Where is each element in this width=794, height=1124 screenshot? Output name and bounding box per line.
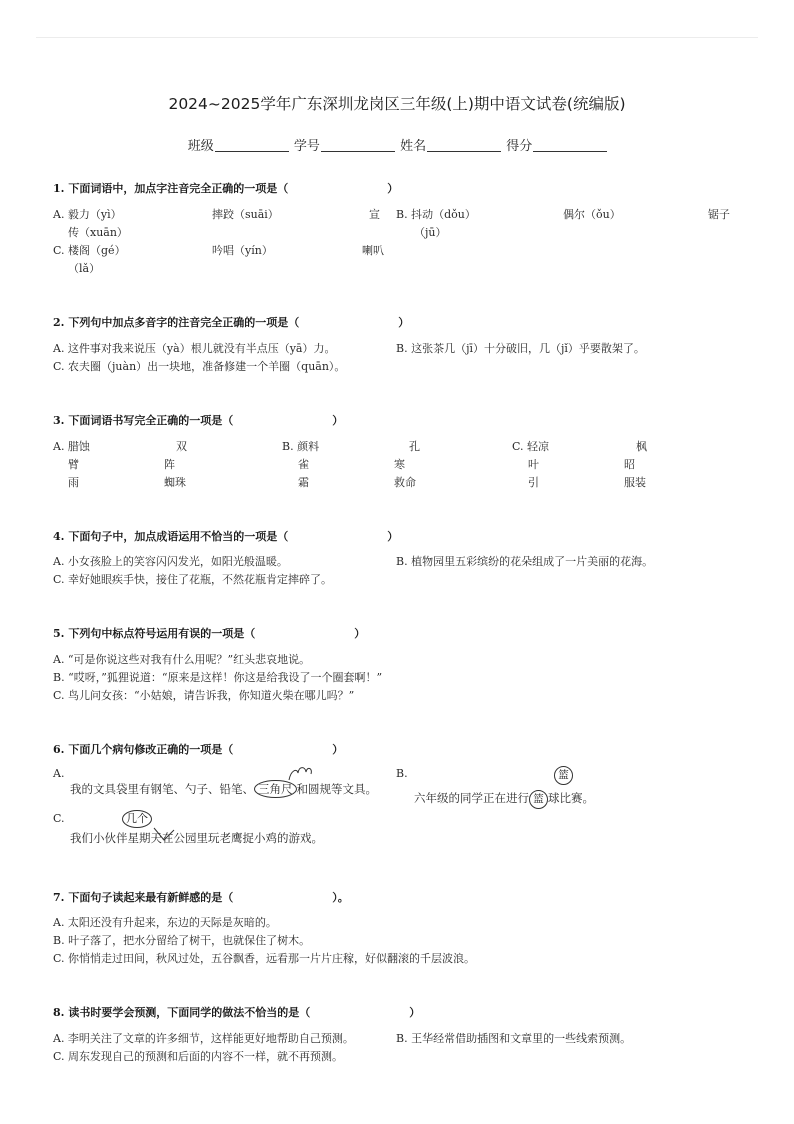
name-blank	[427, 137, 501, 152]
q3-option-a-word3: 臂	[68, 458, 79, 471]
page-title: 2024~2025学年广东深圳龙岗区三年级(上)期中语文试卷(统编版)	[168, 95, 626, 113]
number-blank	[321, 137, 395, 152]
q3-option-b-word4: 寒	[394, 458, 405, 471]
q8-option-c: C. 周东发现自己的预测和后面的内容不一样，就不再预测。	[53, 1050, 344, 1063]
q6-option-c-sentence	[70, 830, 323, 846]
q1-option-c-part2: 吟唱（yín）	[212, 244, 273, 257]
q1-option-c-part1: C. 楼阁（gé）	[53, 244, 126, 257]
q7-option-b: B. 叶子落了，把水分留给了树干，也就保住了树木。	[53, 934, 311, 947]
q7-option-a: A. 太阳还没有升起来，东边的天际是灰暗的。	[53, 916, 277, 929]
q3-option-c-word1: C. 轻凉	[512, 440, 550, 453]
question-3-stem: 3. 下面词语书写完全正确的一项是（ ）	[53, 414, 344, 427]
q1-option-b-part3: 锯子	[708, 208, 730, 221]
q3-option-c-word4: 昭	[624, 458, 635, 471]
q6-option-c-insert-word: 几个	[122, 810, 152, 828]
q7-option-c: C. 你悄悄走过田间，秋风过处，五谷飘香，远看那一片片庄稼，好似翻滚的千层波浪。	[53, 952, 476, 965]
q3-option-c-word3: 叶	[528, 458, 539, 471]
q1-option-c-part4: （lǎ）	[68, 262, 101, 275]
top-divider	[36, 37, 758, 38]
q1-option-a-part3: 宣	[369, 208, 380, 221]
question-2-stem: 2. 下列句中加点多音字的注音完全正确的一项是（ ）	[53, 316, 410, 329]
q1-option-b-part2: 偶尔（ǒu）	[563, 208, 621, 221]
question-1-stem: 1. 下面词语中，加点字注音完全正确的一项是（ ）	[53, 182, 399, 195]
q3-option-b-word1: B. 颜料	[282, 440, 320, 453]
q5-option-c: C. 鸟儿问女孩：“小姑娘，请告诉我，你知道火柴在哪儿吗？”	[53, 689, 355, 702]
q3-option-a-word5: 雨	[68, 476, 79, 489]
q6-option-b-sentence	[414, 790, 594, 809]
q3-option-a-word2: 双	[176, 440, 187, 453]
q6-option-c-label: C.	[53, 812, 65, 825]
q6-option-a-text: 我的文具袋里有钢笔、勺子、铅笔、	[70, 782, 254, 796]
question-5-stem: 5. 下列句中标点符号运用有误的一项是（ ）	[53, 627, 366, 640]
q8-option-a: A. 李明关注了文章的许多细节，这样能更好地帮助自己预测。	[53, 1032, 354, 1045]
student-info-line	[0, 135, 794, 154]
q1-option-b-part4: （jū）	[414, 226, 447, 239]
q6-option-a-circled-word: 三角尺	[254, 780, 297, 798]
class-label: 班级	[187, 139, 214, 154]
q3-option-c-word2: 枫	[636, 440, 647, 453]
q1-option-c-part3: 喇叭	[362, 244, 384, 257]
q1-option-a-part1: A. 毅力（yì）	[53, 208, 122, 221]
q5-option-b: B. “哎呀，”狐狸说道：“原来是这样！你这是给我设了一个圈套啊！”	[53, 671, 383, 684]
question-6-stem: 6. 下面几个病句修改正确的一项是（ ）	[53, 743, 344, 756]
q6-option-b-label: B.	[396, 767, 408, 780]
q6-option-a-tail: 和圆规等文具。	[296, 782, 377, 796]
q1-option-b-part1: B. 抖动（dǒu）	[396, 208, 476, 221]
q5-option-a: A. “可是你说这些对我有什么用呢？”红头悲哀地说。	[53, 653, 311, 666]
score-blank	[533, 137, 607, 152]
q4-option-b: B. 植物园里五彩缤纷的花朵组成了一片美丽的花海。	[396, 555, 654, 568]
q6-correction-mark	[285, 762, 315, 784]
question-8-stem: 8. 读书时要学会预测，下面同学的做法不恰当的是（ ）	[53, 1006, 421, 1019]
q4-option-c: C. 幸好她眼疾手快，接住了花瓶，不然花瓶肯定摔碎了。	[53, 573, 333, 586]
q6-option-b-text: 六年级的同学正在进行	[414, 791, 529, 805]
q6-option-b-correction: 篮	[554, 766, 573, 785]
q3-option-b-word2: 孔	[409, 440, 420, 453]
number-label: 学号	[293, 139, 320, 154]
q2-option-c: C. 农夫圈（juàn）出一块地，准备修建一个羊圈（quān）。	[53, 360, 346, 373]
q2-option-b: B. 这张茶几（jī）十分破旧，几（jǐ）乎要散架了。	[396, 342, 645, 355]
question-7-stem: 7. 下面句子读起来最有新鲜感的是（ ）。	[53, 891, 349, 904]
q6-option-a-sentence	[70, 780, 377, 798]
q3-option-b-word6: 救命	[394, 476, 416, 489]
q3-option-c-word6: 服装	[624, 476, 646, 489]
q4-option-a: A. 小女孩脸上的笑容闪闪发光，如阳光般温暖。	[53, 555, 288, 568]
q3-option-b-word3: 雀	[298, 458, 309, 471]
q1-option-a-part2: 摔跤（suāi）	[212, 208, 279, 221]
score-label: 得分	[506, 139, 533, 154]
q6-option-a-label: A.	[53, 767, 65, 780]
q3-option-b-word5: 霜	[298, 476, 309, 489]
q6-option-c-text: 我们小伙伴星期天	[70, 831, 162, 845]
q3-option-a-word1: A. 腊蚀	[53, 440, 90, 453]
q3-option-a-word6: 蜘珠	[164, 476, 186, 489]
q2-option-a: A. 这件事对我来说压（yà）根儿就没有半点压（yā）力。	[53, 342, 336, 355]
q1-option-a-part4: 传（xuān）	[68, 226, 128, 239]
q8-option-b: B. 王华经常借助插图和文章里的一些线索预测。	[396, 1032, 632, 1045]
q3-option-c-word5: 引	[528, 476, 539, 489]
q6-option-b-tail: 球比赛。	[548, 791, 594, 805]
question-4-stem: 4. 下面句子中，加点成语运用不恰当的一项是（ ）	[53, 530, 399, 543]
q3-option-a-word4: 阵	[164, 458, 175, 471]
q6-option-b-circled-word: 篮	[529, 790, 548, 809]
class-blank	[215, 137, 289, 152]
q6-option-c-tail: 在公园里玩老鹰捉小鸡的游戏。	[162, 831, 323, 845]
name-label: 姓名	[400, 139, 427, 154]
